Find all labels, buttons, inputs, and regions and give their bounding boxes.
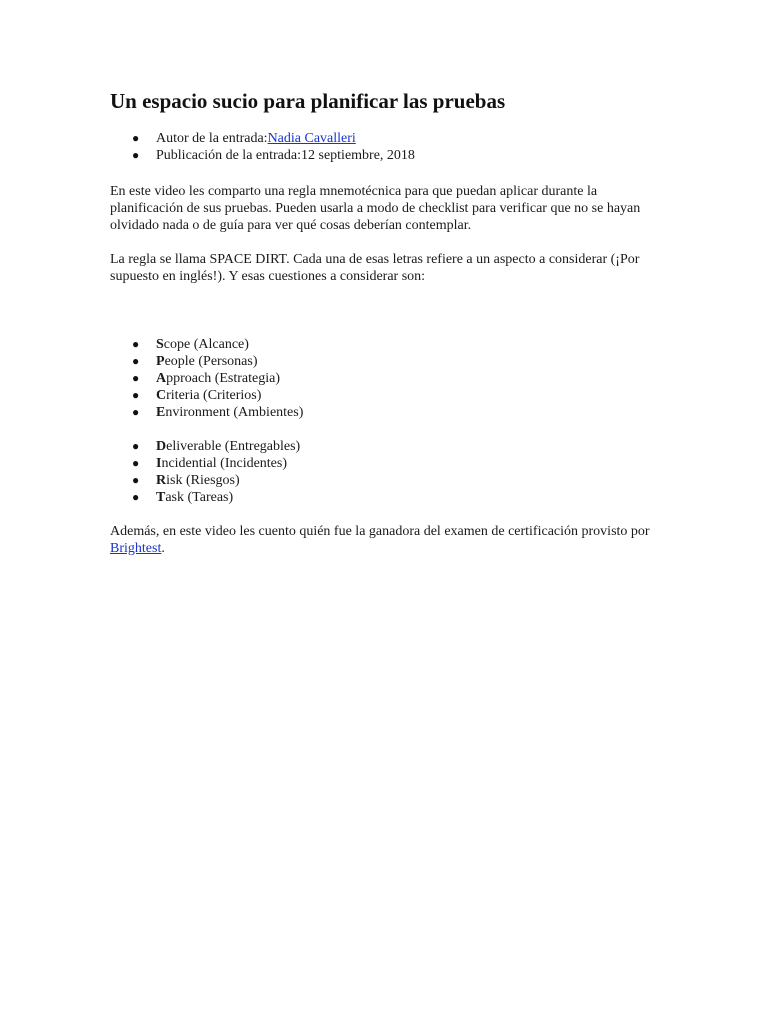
date-meta xyxy=(110,147,670,164)
dirt-list xyxy=(110,438,670,506)
list-item xyxy=(110,404,670,421)
closing-text: Además, en este video les cuento quién fue la ganadora del examen de certificación provisto por xyxy=(110,524,650,539)
list-item xyxy=(110,336,670,353)
list-item-text: pproach (Estrategia) xyxy=(166,371,281,386)
list-item-text: nvironment (Ambientes) xyxy=(165,405,304,420)
author-link[interactable]: Nadia Cavalleri xyxy=(267,131,356,146)
closing-paragraph xyxy=(110,523,670,557)
post-meta-list xyxy=(110,130,670,164)
date-label: Publicación de la entrada: xyxy=(156,148,301,163)
page-title: Un espacio sucio para planificar las pruebas xyxy=(110,89,506,113)
list-item xyxy=(110,455,670,472)
list-item xyxy=(110,387,670,404)
list-item-letter: A xyxy=(156,371,167,386)
space-list xyxy=(110,336,670,421)
spacer xyxy=(110,302,670,336)
list-item xyxy=(110,472,670,489)
list-item xyxy=(110,489,670,506)
list-item-text: eople (Personas) xyxy=(164,354,258,369)
brightest-link[interactable]: Brightest xyxy=(110,541,162,556)
closing-period: . xyxy=(161,541,165,556)
date-value: 12 septiembre, 2018 xyxy=(301,148,415,163)
list-item-letter: C xyxy=(156,388,167,403)
list-item xyxy=(110,370,670,387)
list-item-text: riteria (Criterios) xyxy=(166,388,262,403)
list-item-text: cope (Alcance) xyxy=(163,337,249,352)
author-label: Autor de la entrada: xyxy=(156,131,268,146)
list-item-letter: D xyxy=(156,439,167,454)
rule-paragraph: La regla se llama SPACE DIRT. Cada una de esas letras refiere a un aspecto a considerar (¡Por supuesto en inglés!). Y esas cuestiones a considerar son: xyxy=(110,252,640,284)
list-item-letter: T xyxy=(156,490,166,505)
list-item xyxy=(110,353,670,370)
list-item-letter: R xyxy=(156,473,167,488)
list-item-letter: S xyxy=(156,337,164,352)
intro-paragraph: En este video les comparto una regla mnemotécnica para que puedan aplicar durante la planificación de sus pruebas. Pueden usarla a modo de checklist para verificar que no se hayan olvidado nada o de guía para ver qué cosas deberían contemplar. xyxy=(110,184,641,233)
list-item-letter: I xyxy=(156,456,162,471)
list-item-letter: E xyxy=(156,405,166,420)
list-item-text: eliverable (Entregables) xyxy=(166,439,301,454)
list-item-letter: P xyxy=(156,354,165,369)
list-item-text: ask (Tareas) xyxy=(165,490,234,505)
article xyxy=(110,86,670,574)
list-item xyxy=(110,438,670,455)
list-item-text: isk (Riesgos) xyxy=(166,473,240,488)
author-meta xyxy=(110,130,670,147)
list-item-text: ncidential (Incidentes) xyxy=(161,456,288,471)
